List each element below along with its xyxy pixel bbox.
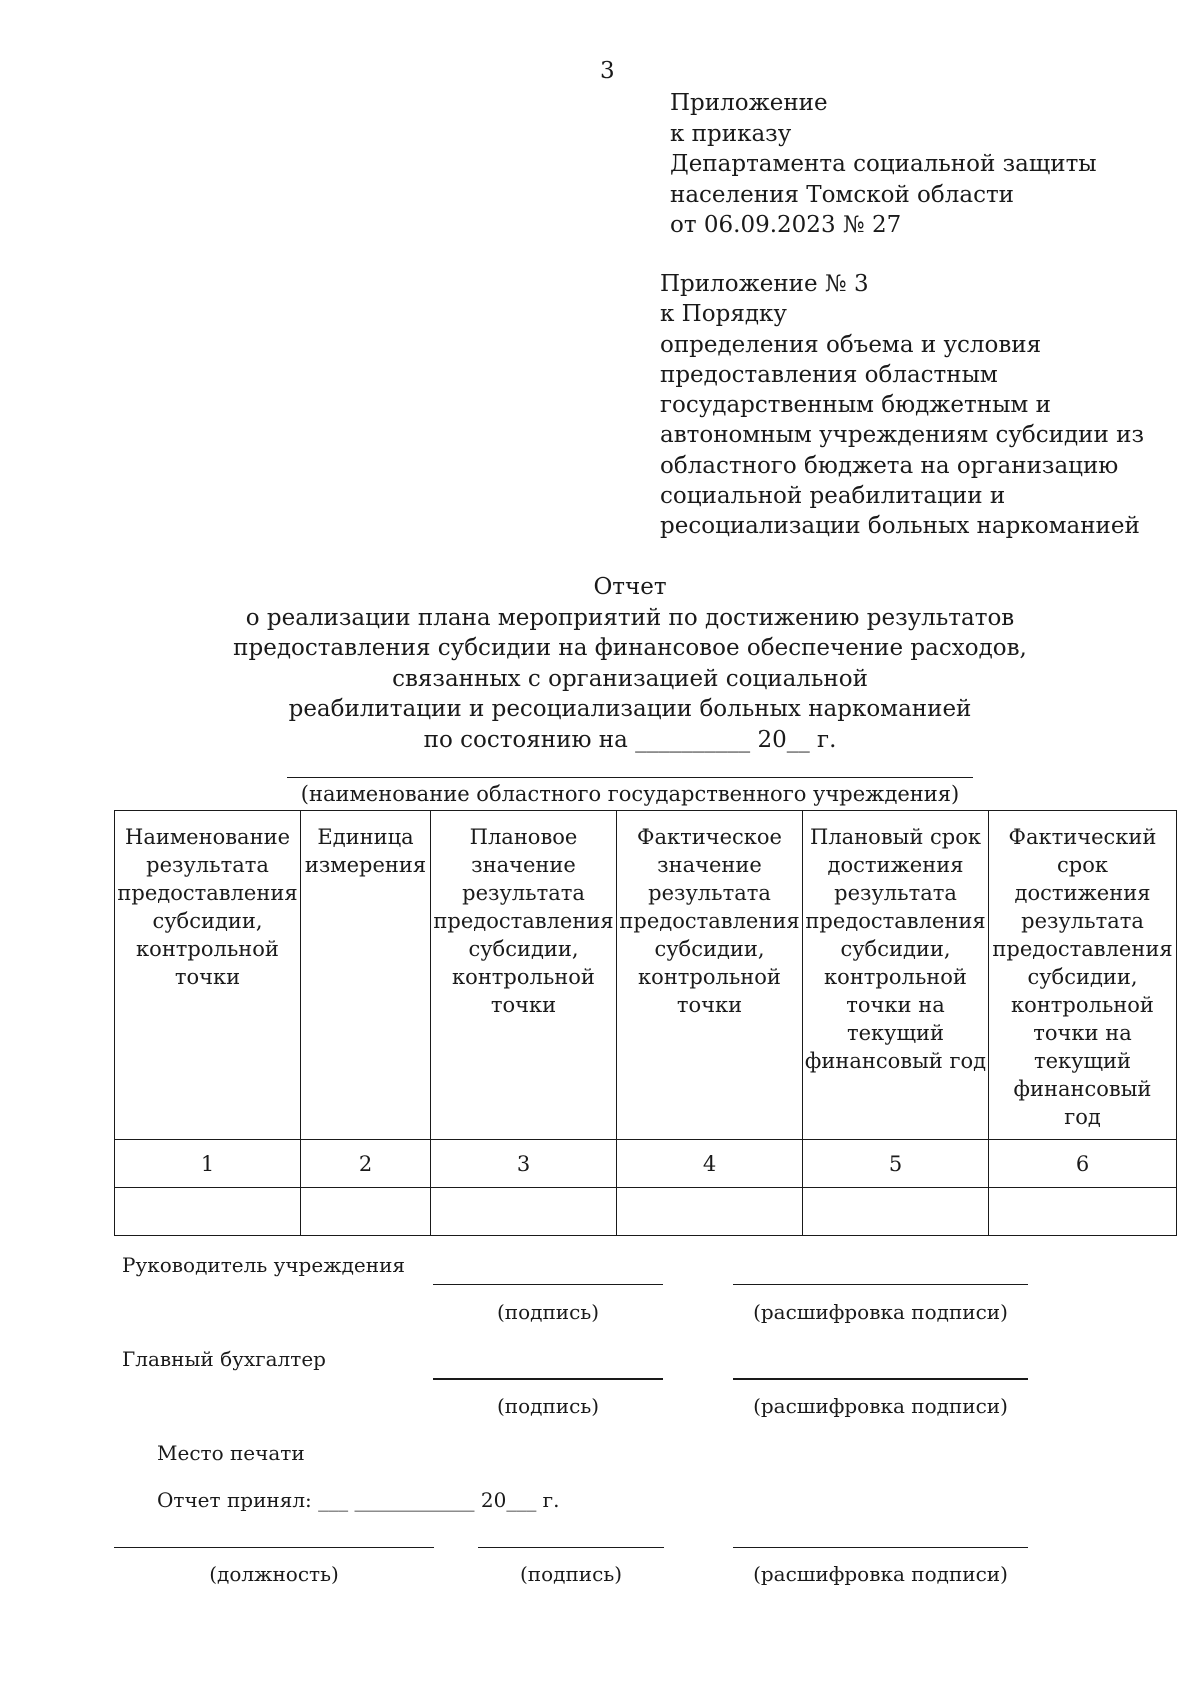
column-number: 6: [989, 1140, 1177, 1188]
column-header-unit: Единица измерения: [301, 811, 431, 1140]
appendix-line: Приложение № 3: [660, 271, 869, 297]
head-decode-caption: (расшифровка подписи): [753, 1300, 1008, 1324]
accountant-signature-caption: (подпись): [496, 1394, 600, 1418]
table-cell[interactable]: [431, 1188, 617, 1236]
appendix-line: предоставления областным: [660, 361, 998, 388]
appendix-line: государственным бюджетным и: [660, 392, 1051, 419]
column-number: 3: [431, 1140, 617, 1188]
column-header-planned-date: Плановый срок достижения результата предоставления субсидии, контрольной точки на текущий финансовый год: [803, 811, 989, 1140]
report-date-line: по состоянию на __________ 20__ г.: [423, 726, 837, 753]
column-number: 2: [301, 1140, 431, 1188]
table-cell[interactable]: [301, 1188, 431, 1236]
report-title: [200, 572, 1060, 755]
column-number: 4: [617, 1140, 803, 1188]
report-title-line: связанных с организацией социальной: [392, 665, 868, 692]
table-header-row: [115, 811, 1177, 1140]
appendix-line: социальной реабилитации и: [660, 483, 1006, 510]
table-cell[interactable]: [803, 1188, 989, 1236]
acceptor-signature-caption: (подпись): [519, 1562, 623, 1586]
results-table: [114, 810, 1177, 1236]
head-signature-field[interactable]: [433, 1284, 663, 1285]
head-signature-caption: (подпись): [496, 1300, 600, 1324]
head-label: Руководитель учреждения: [122, 1253, 406, 1277]
appendix-line: определения объема и условия: [660, 331, 1042, 358]
acceptor-decode-field[interactable]: [733, 1547, 1028, 1548]
approval-header: [670, 88, 1140, 241]
table-cell[interactable]: [115, 1188, 301, 1236]
approval-line: Приложение: [670, 90, 828, 116]
position-field[interactable]: [114, 1547, 434, 1548]
accountant-signature-field[interactable]: [433, 1378, 663, 1380]
approval-line: Департамента социальной защиты: [670, 151, 1097, 177]
accountant-decode-field[interactable]: [733, 1378, 1028, 1380]
acceptor-decode-caption: (расшифровка подписи): [753, 1562, 1008, 1586]
appendix-header: [660, 269, 1144, 542]
accountant-decode-caption: (расшифровка подписи): [753, 1394, 1008, 1418]
column-header-result-name: Наименование результата предоставления субсидии, контрольной точки: [115, 811, 301, 1140]
appendix-line: областного бюджета на организацию: [660, 452, 1119, 479]
accepted-line: Отчет принял: ___ ____________ 20___ г.: [157, 1488, 560, 1512]
appendix-line: к Порядку: [660, 301, 787, 328]
column-header-planned-value: Плановое значение результата предоставления субсидии, контрольной точки: [431, 811, 617, 1140]
stamp-label: Место печати: [157, 1441, 305, 1465]
report-title-line: о реализации плана мероприятий по достижению результатов: [245, 604, 1015, 631]
approval-line: к приказу: [670, 120, 792, 147]
report-title-line: предоставления субсидии на финансовое обеспечение расходов,: [233, 635, 1027, 661]
org-name-caption: (наименование областного государственного учреждения): [300, 782, 960, 806]
appendix-line: ресоциализации больных наркоманией: [660, 513, 1140, 540]
page-number: 3: [600, 58, 615, 84]
appendix-line: автономным учреждениям субсидии из: [660, 422, 1144, 449]
head-decode-field[interactable]: [733, 1284, 1028, 1285]
report-title-line: Отчет: [593, 574, 667, 600]
org-name-field[interactable]: [287, 777, 973, 778]
report-title-line: реабилитации и ресоциализации больных наркоманией: [288, 696, 972, 722]
accountant-label: Главный бухгалтер: [122, 1347, 326, 1371]
position-caption: (должность): [209, 1562, 339, 1586]
approval-line: от 06.09.2023 № 27: [670, 212, 902, 238]
column-number-row: [115, 1140, 1177, 1188]
column-header-actual-date: Фактический срок достижения результата предоставления субсидии, контрольной точки на текущий финансовый год: [989, 811, 1177, 1140]
acceptor-signature-field[interactable]: [478, 1547, 664, 1548]
approval-line: населения Томской области: [670, 181, 1015, 208]
column-header-actual-value: Фактическое значение результата предоставления субсидии, контрольной точки: [617, 811, 803, 1140]
table-cell[interactable]: [989, 1188, 1177, 1236]
column-number: 5: [803, 1140, 989, 1188]
table-row: [115, 1188, 1177, 1236]
table-cell[interactable]: [617, 1188, 803, 1236]
column-number: 1: [115, 1140, 301, 1188]
